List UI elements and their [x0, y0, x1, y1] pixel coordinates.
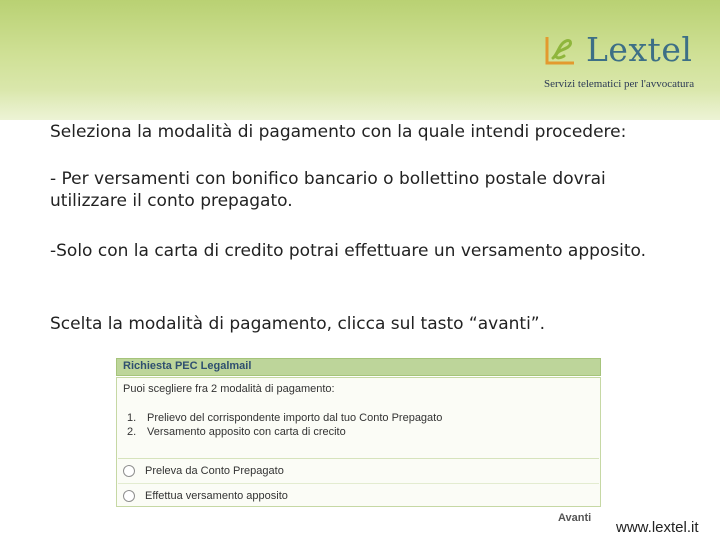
instruction-next: Scelta la modalità di pagamento, clicca sul tasto “avanti”. [50, 314, 546, 334]
payment-form-screenshot [115, 355, 602, 524]
option-label: Effettua versamento apposito [145, 490, 288, 502]
logo-tagline: Servizi telematici per l'avvocatura [544, 78, 695, 90]
form-body [116, 377, 601, 507]
list-item [127, 411, 587, 425]
option-label: Preleva da Conto Prepagato [145, 465, 284, 477]
list-item-text: Prelievo del corrispondente importo dal tuo Conto Prepagato [147, 412, 443, 424]
divider [118, 483, 599, 484]
list-item-number: 1. [127, 412, 137, 424]
radio-button[interactable] [123, 465, 135, 477]
list-item-text: Versamento apposito con carta di crecito [147, 426, 346, 438]
option-card-payment[interactable] [123, 487, 288, 505]
list-item [127, 425, 587, 439]
form-prompt: Puoi scegliere fra 2 modalità di pagamento: [123, 383, 335, 395]
radio-button[interactable] [123, 490, 135, 502]
divider [118, 458, 599, 459]
list-item-number: 2. [127, 426, 137, 438]
avanti-button[interactable]: Avanti [558, 512, 592, 524]
header-banner [0, 0, 720, 120]
lextel-logo-icon [544, 32, 578, 66]
instruction-credit-card: -Solo con la carta di credito potrai effettuare un versamento apposito. [50, 241, 647, 261]
form-title: Richiesta PEC Legalmail [123, 360, 252, 372]
footer-url[interactable]: www.lextel.it [616, 519, 699, 536]
lextel-logo [540, 26, 710, 96]
logo-name: Lextel [586, 30, 693, 69]
instruction-heading: Seleziona la modalità di pagamento con la quale intendi procedere: [50, 122, 627, 142]
instruction-bank-transfer: - Per versamenti con bonifico bancario o bollettino postale dovrai utilizzare il conto prepagato. [50, 169, 606, 211]
payment-methods-list [127, 411, 587, 439]
form-titlebar [116, 358, 601, 376]
option-prepaid-account[interactable] [123, 462, 284, 480]
